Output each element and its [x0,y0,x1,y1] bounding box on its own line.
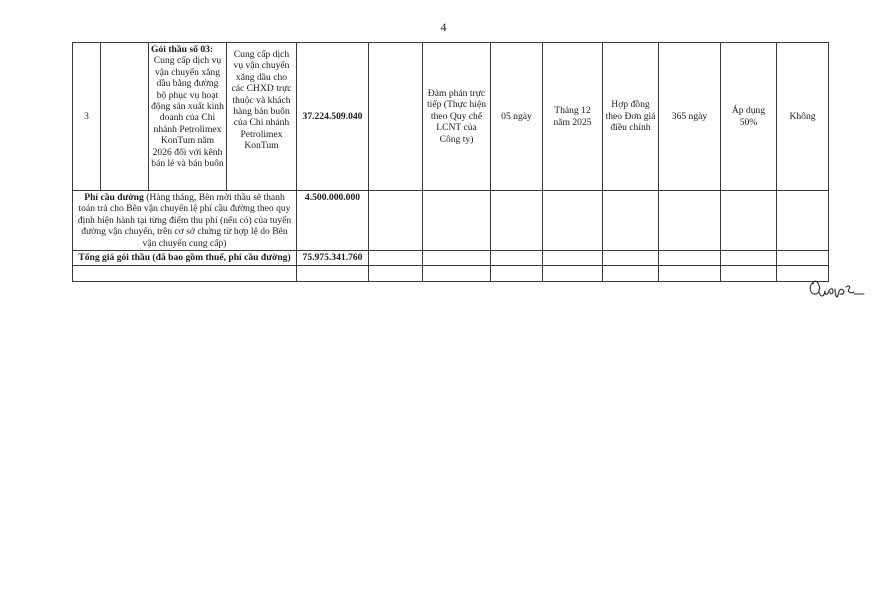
road-fee-value: 4.500.000.000 [297,191,369,251]
empty-cell [603,251,659,266]
empty-cell [369,266,423,282]
empty-cell [721,266,777,282]
empty-cell [659,251,721,266]
start-time: Tháng 12 năm 2025 [543,43,603,191]
package-value: 37.224.509.040 [297,43,369,191]
page-number: 4 [440,20,447,34]
empty-cell [73,266,297,282]
empty-cell [659,266,721,282]
empty-cell [297,266,369,282]
table-row-fee [73,191,829,251]
empty-cell [721,251,777,266]
selection-duration: 05 ngày [491,43,543,191]
empty-cell [543,191,603,251]
selection-method: Đàm phán trực tiếp (Thực hiện theo Quy chế LCNT của Công ty) [423,43,491,191]
advance-payment: Áp dụng 50% [721,43,777,191]
package-description: Cung cấp dịch vụ vận chuyển xăng dầu bằng đường bộ phục vụ hoạt động sản xuất kinh doanh của Chi nhánh Petrolimex KonTum năm 2026 đối với kênh bán lẻ và bán buôn [151,55,224,170]
empty-cell [369,191,423,251]
contract-type: Hợp đồng theo Đơn giá điều chỉnh [603,43,659,191]
empty-cell [777,191,829,251]
table-row-empty [73,266,829,282]
bid-package-table [72,42,829,282]
empty-cell [423,191,491,251]
empty-cell [101,43,149,191]
total-label: Tổng giá gói thầu (đã bao gồm thuế, phí cầu đường) [73,251,297,266]
empty-cell [491,251,543,266]
road-fee-label: Phí cầu đường [84,192,144,203]
empty-cell [369,43,423,191]
empty-cell [659,191,721,251]
package-scope: Cung cấp dịch vụ vận chuyển xăng dầu cho các CHXD trực thuộc và khách hàng bán buôn của Chi nhánh Petrolimex KonTum [227,43,297,191]
empty-cell [603,191,659,251]
empty-cell [721,191,777,251]
empty-cell [543,251,603,266]
road-fee-description [73,191,297,251]
package-name-cell [149,43,227,191]
empty-cell [543,266,603,282]
empty-cell [777,251,829,266]
total-value: 75.975.341.760 [297,251,369,266]
empty-cell [491,266,543,282]
empty-cell [423,266,491,282]
handwritten-signature [808,276,868,300]
row-index: 3 [73,43,101,191]
table-row-total [73,251,829,266]
empty-cell [603,266,659,282]
empty-cell [423,251,491,266]
package-title: Gói thầu số 03: [151,44,214,55]
road-fee-text: (Hàng tháng, Bên mời thầu sẽ thanh toán trả cho Bên vận chuyển lệ phí cầu đường theo quy định hiện hành tại từng điểm thu phí (nếu có) của tuyến đường vận chuyển, trên cơ sở chứng từ hợp lệ do Bên vận chuyển cung cấp) [77,192,292,249]
table-row [73,43,829,191]
contract-duration: 365 ngày [659,43,721,191]
empty-cell [491,191,543,251]
empty-cell [369,251,423,266]
other-note: Không [777,43,829,191]
